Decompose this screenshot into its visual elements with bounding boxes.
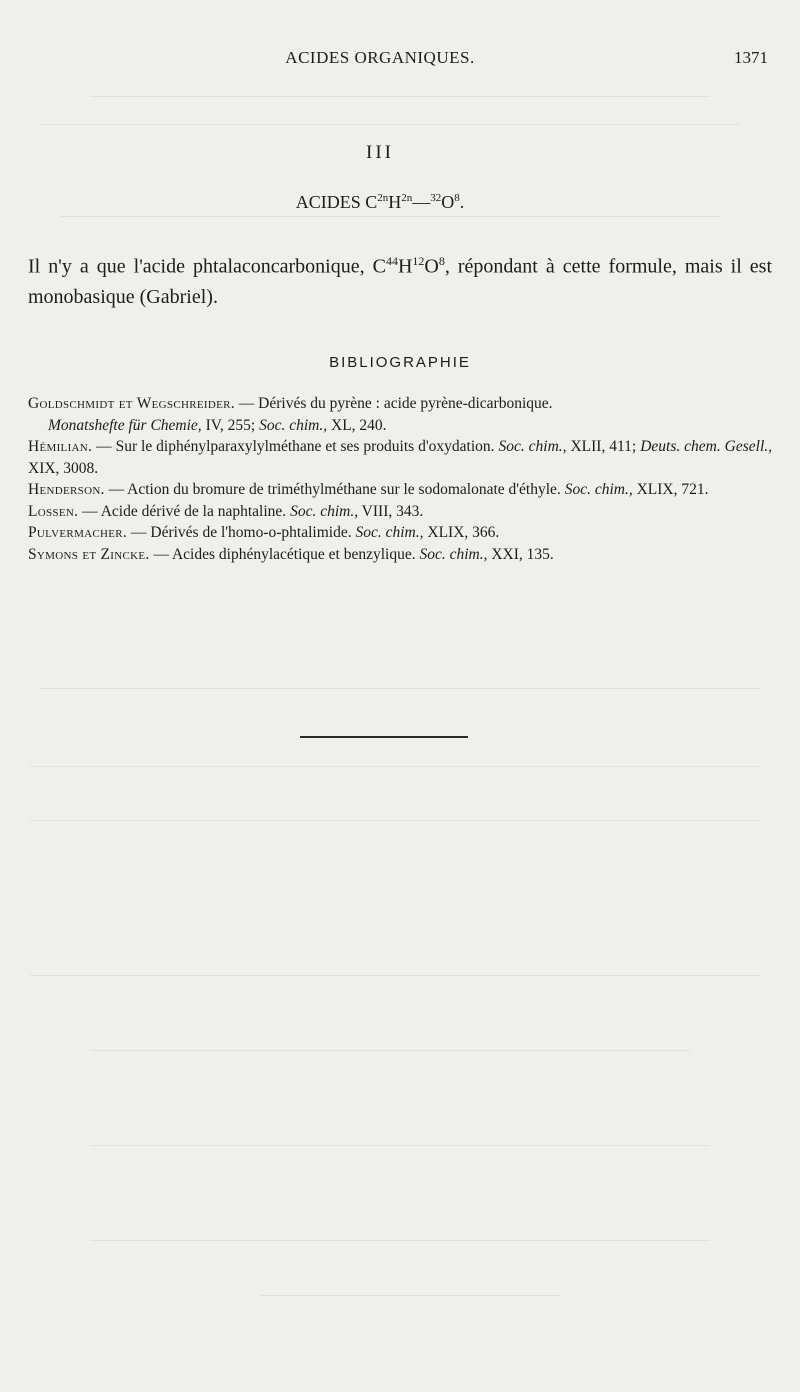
page-number: 1371 — [734, 48, 768, 67]
running-header — [0, 48, 800, 72]
section-title: ACIDES $C^{2n}H^{2n}—^{32}O^8$. — [295, 192, 465, 212]
section-number: III — [366, 142, 394, 163]
bibliography-heading: BIBLIOGRAPHIE — [329, 354, 471, 371]
bibliography-entry: Pulvermacher. — Dérivés de l'homo-o-phtalimide. Soc. chim., XLIX, 366. — [28, 524, 500, 541]
bibliography-entry: Lossen. — Acide dérivé de la naphtaline. Soc. chim., VIII, 343. — [28, 502, 424, 520]
bibliography-entry: Hémilian. — Sur le diphénylparaxylylméthane et ses produits d'oxydation. Soc. chim., XLII, 411; Deuts. chem. Gesell., XIX, 3008. — [28, 438, 773, 477]
bibliography-list — [28, 393, 772, 565]
bibliography-entry: Henderson. — Action du bromure de triméthylméthane sur le sodomalonate d'éthyle. Soc. chim., XLIX, 721. — [28, 481, 709, 498]
intro-paragraph: Il n'y a que l'acide phtalaconcarbonique, $C^{44}H^{12}O^8$, répondant à cette formule, mais il est monobasique (Gabriel). — [28, 254, 772, 308]
bibliography-entry: Goldschmidt et Wegschreider. — Dérivés du pyrène : acide pyrène-dicarbonique. Monatshefte für Chemie, IV, 255; Soc. chim., XL, 240. — [28, 395, 553, 434]
section-divider — [300, 736, 468, 738]
header-title: ACIDES ORGANIQUES. — [285, 48, 475, 67]
bibliography-entry: Symons et Zincke. — Acides diphénylacétique et benzylique. Soc. chim., XXI, 135. — [28, 545, 554, 563]
